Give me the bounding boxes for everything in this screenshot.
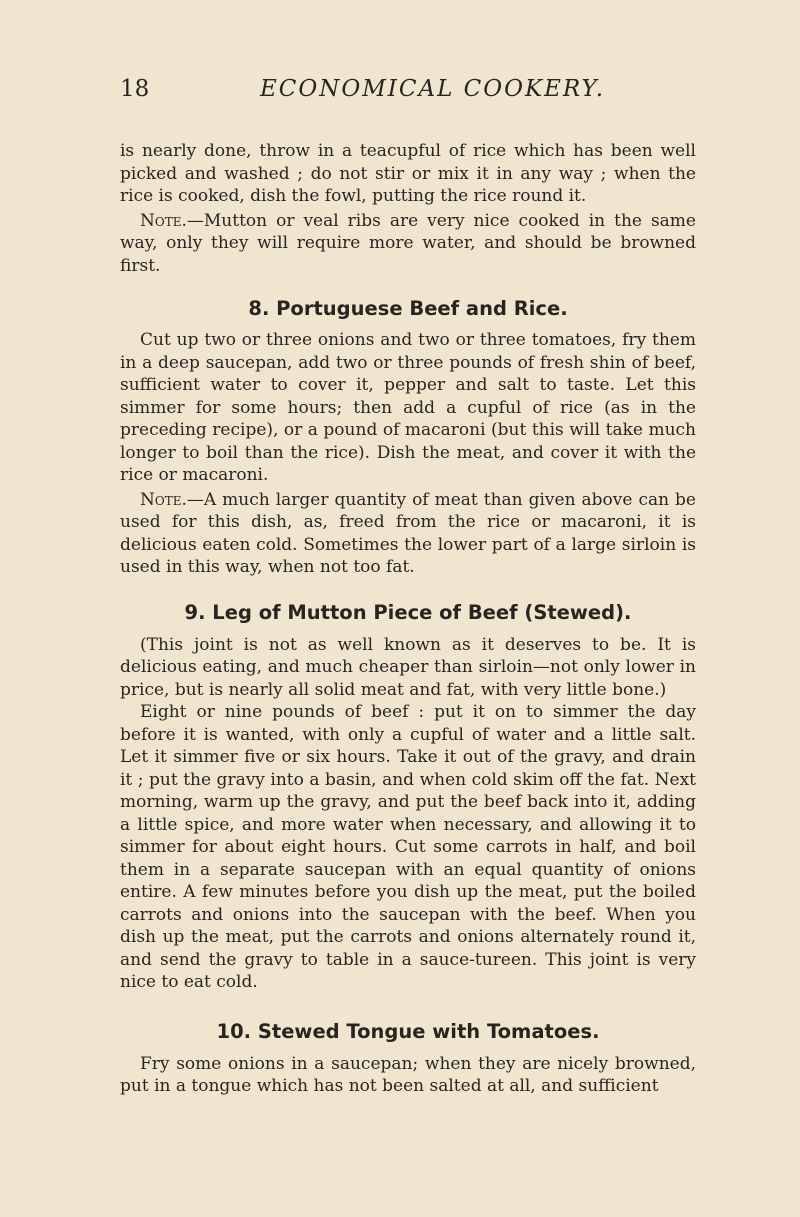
recipe-8-paragraph: Cut up two or three onions and two or three tomatoes, fry them in a deep saucepan, add two or three pounds of fresh shin of beef, sufficient water to cover it, pepper and salt to taste. Let this simmer for some hours; then add a cupful of rice (as in the preceding recipe), or a pound of macaroni (but this will take much longer to boil than the rice). Dish the meat, and cover it with the rice or macaroni. [120, 330, 696, 485]
page-body [120, 140, 696, 1098]
note-label: Note. [140, 489, 187, 510]
note-paragraph [120, 489, 696, 579]
page-header [0, 76, 800, 116]
recipe-heading-10: 10. Stewed Tongue with Tomatoes. [216, 1019, 600, 1043]
note-paragraph [120, 210, 696, 278]
page-number: 18 [120, 76, 150, 102]
note-text: —Mutton or veal ribs are very nice cooked in the same way, only they will require more water, and should be browned first. [120, 210, 696, 276]
recipe-10-paragraph: Fry some onions in a saucepan; when they are nicely browned, put in a tongue which has not been salted at all, and sufficient [120, 1053, 696, 1096]
note-text: —A much larger quantity of meat than given above can be used for this dish, as, freed from the rice or macaroni, it is delicious eaten cold. Sometimes the lower part of a large sirloin is used in this way, when not too fat. [120, 489, 696, 577]
recipe-heading-8: 8. Portuguese Beef and Rice. [248, 297, 568, 320]
paragraph-continued: is nearly done, throw in a teacupful of rice which has been well picked and washed ; do not stir or mix it in any way ; when the rice is cooked, dish the fowl, putting the rice round it. [120, 141, 696, 206]
note-label: Note. [140, 210, 187, 231]
recipe-9-intro: (This joint is not as well known as it deserves to be. It is delicious eating, and much cheaper than sirloin—not only lower in price, but is nearly all solid meat and fat, with very little bone.) [120, 634, 696, 700]
recipe-9-paragraph: Eight or nine pounds of beef : put it on to simmer the day before it is wanted, with only a cupful of water and a little salt. Let it simmer five or six hours. Take it out of the gravy, and drain it ; put the gravy into a basin, and when cold skim off the fat. Next morning, warm up the gravy, and put the beef back into it, adding a little spice, and more water when necessary, and allowing it to simmer for about eight hours. Cut some carrots in half, and boil them in a separate saucepan with an equal quantity of onions entire. A few minutes before you dish up the meat, put the boiled carrots and onions into the saucepan with the beef. When you dish up the meat, put the carrots and onions alternately round it, and send the gravy to table in a sauce-tureen. This joint is very nice to eat cold. [120, 702, 696, 992]
recipe-heading-9: 9. Leg of Mutton Piece of Beef (Stewed). [184, 600, 632, 624]
running-title: ECONOMICAL COOKERY. [260, 76, 606, 102]
